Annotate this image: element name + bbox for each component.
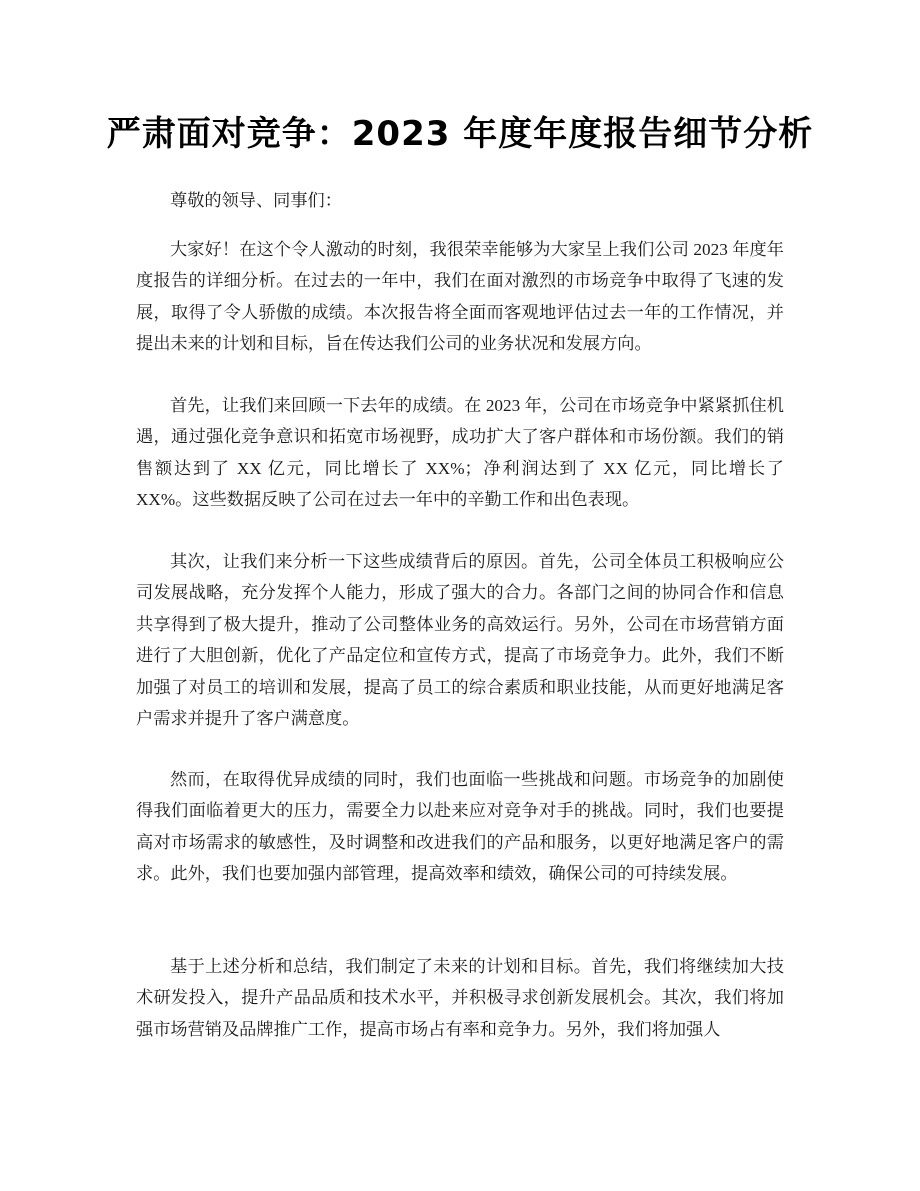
paragraph-achievements: 首先，让我们来回顾一下去年的成绩。在 2023 年，公司在市场竞争中紧紧抓住机遇，通过强化竞争意识和拓宽市场视野，成功扩大了客户群体和市场份额。我们的销售额达到了 XX 亿元，同比增长了 XX%；净利润达到了 XX 亿元，同比增长了 XX%。这些数据反映了公司在过去一年中的辛勤工作和出色表现。: [136, 396, 784, 510]
paragraph-intro: 大家好！在这个令人激动的时刻，我很荣幸能够为大家呈上我们公司 2023 年度年度报告的详细分析。在过去的一年中，我们在面对激烈的市场竞争中取得了飞速的发展，取得了令人骄傲的成绩。本次报告将全面而客观地评估过去一年的工作情况，并提出未来的计划和目标，旨在传达我们公司的业务状况和发展方向。: [136, 240, 784, 354]
paragraph-challenges: 然而，在取得优异成绩的同时，我们也面临一些挑战和问题。市场竞争的加剧使得我们面临着更大的压力，需要全力以赴来应对竞争对手的挑战。同时，我们也要提高对市场需求的敏感性，及时调整和改进我们的产品和服务，以更好地满足客户的需求。此外，我们也要加强内部管理，提高效率和绩效，确保公司的可持续发展。: [136, 770, 784, 884]
document-title: 严肃面对竞争：2023 年度年度报告细节分析: [106, 114, 814, 154]
paragraph-plans: 基于上述分析和总结，我们制定了未来的计划和目标。首先，我们将继续加大技术研发投入，提升产品品质和技术水平，并积极寻求创新发展机会。其次，我们将加强市场营销及品牌推广工作，提高市场占有率和竞争力。另外，我们将加强人: [136, 957, 784, 1039]
paragraph-reasons: 其次，让我们来分析一下这些成绩背后的原因。首先，公司全体员工积极响应公司发展战略，充分发挥个人能力，形成了强大的合力。各部门之间的协同合作和信息共享得到了极大提升，推动了公司整体业务的高效运行。另外，公司在市场营销方面进行了大胆创新，优化了产品定位和宣传方式，提高了市场竞争力。此外，我们不断加强了对员工的培训和发展，提高了员工的综合素质和职业技能，从而更好地满足客户需求并提升了客户满意度。: [136, 552, 784, 729]
salutation: 尊敬的领导、同事们：: [170, 191, 342, 210]
